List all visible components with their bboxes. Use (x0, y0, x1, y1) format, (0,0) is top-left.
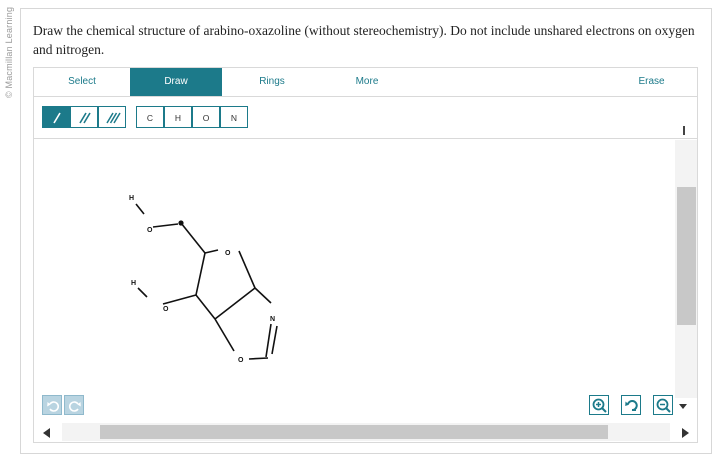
bond (272, 326, 277, 354)
undo-icon (43, 396, 63, 416)
molecule-drawing (34, 138, 674, 388)
tab-erase[interactable]: Erase (638, 76, 665, 87)
structure-editor (33, 67, 698, 443)
triple-bond-icon (99, 107, 127, 129)
dropdown-arrow-icon[interactable] (678, 403, 688, 411)
bond (249, 358, 268, 359)
tab-more[interactable]: More (355, 76, 379, 87)
zoom-reset-icon (622, 396, 642, 416)
undo-button[interactable] (42, 395, 62, 415)
element-h-button[interactable]: H (164, 106, 192, 128)
selected-atom-dot (178, 220, 183, 225)
bond (153, 224, 178, 227)
scroll-left-arrow-icon[interactable] (40, 426, 54, 440)
bond (215, 319, 234, 351)
draw-toolbar (34, 96, 697, 139)
atom-o: O (225, 250, 231, 257)
single-bond-icon (43, 107, 71, 129)
bond (205, 250, 218, 253)
element-o-button[interactable]: O (192, 106, 220, 128)
redo-button[interactable] (64, 395, 84, 415)
question-frame (20, 8, 712, 454)
zoom-in-icon (590, 396, 610, 416)
panel-edge-marker (682, 126, 688, 136)
scroll-right-arrow-icon[interactable] (678, 426, 692, 440)
atom-o: O (163, 306, 169, 313)
bond (136, 204, 144, 214)
double-bond-icon (71, 107, 99, 129)
tab-select[interactable]: Select (68, 76, 96, 87)
atom-o: O (238, 357, 244, 364)
zoom-reset-button[interactable] (621, 395, 641, 415)
bond (196, 253, 205, 295)
atom-h: H (131, 280, 137, 287)
element-c-button[interactable]: C (136, 106, 164, 128)
zoom-in-button[interactable] (589, 395, 609, 415)
question-text: Draw the chemical structure of arabino-oxazoline (without stereochemistry). Do not include unshared electrons on oxygen and nitrogen. (33, 23, 695, 57)
atom-h: H (129, 195, 135, 202)
redo-icon (65, 396, 85, 416)
atom-o: O (147, 227, 153, 234)
bond (138, 288, 147, 297)
zoom-out-icon (654, 396, 674, 416)
bond (266, 324, 271, 357)
copyright-watermark: © Macmillan Learning (4, 6, 14, 98)
vertical-scroll-thumb[interactable] (677, 187, 696, 325)
zoom-out-button[interactable] (653, 395, 673, 415)
bond (181, 223, 205, 253)
atom-n: N (270, 316, 276, 323)
triple-bond-button[interactable] (98, 106, 126, 128)
bond (239, 251, 255, 288)
tab-rings[interactable]: Rings (259, 76, 285, 87)
horizontal-scroll-thumb[interactable] (100, 425, 608, 439)
bond (196, 295, 215, 319)
bond (163, 295, 196, 304)
double-bond-button[interactable] (70, 106, 98, 128)
bond (215, 288, 255, 319)
element-n-button[interactable]: N (220, 106, 248, 128)
tab-draw[interactable]: Draw (130, 68, 222, 96)
editor-tabs (34, 68, 697, 97)
bond (255, 288, 271, 303)
single-bond-button[interactable] (42, 106, 70, 128)
